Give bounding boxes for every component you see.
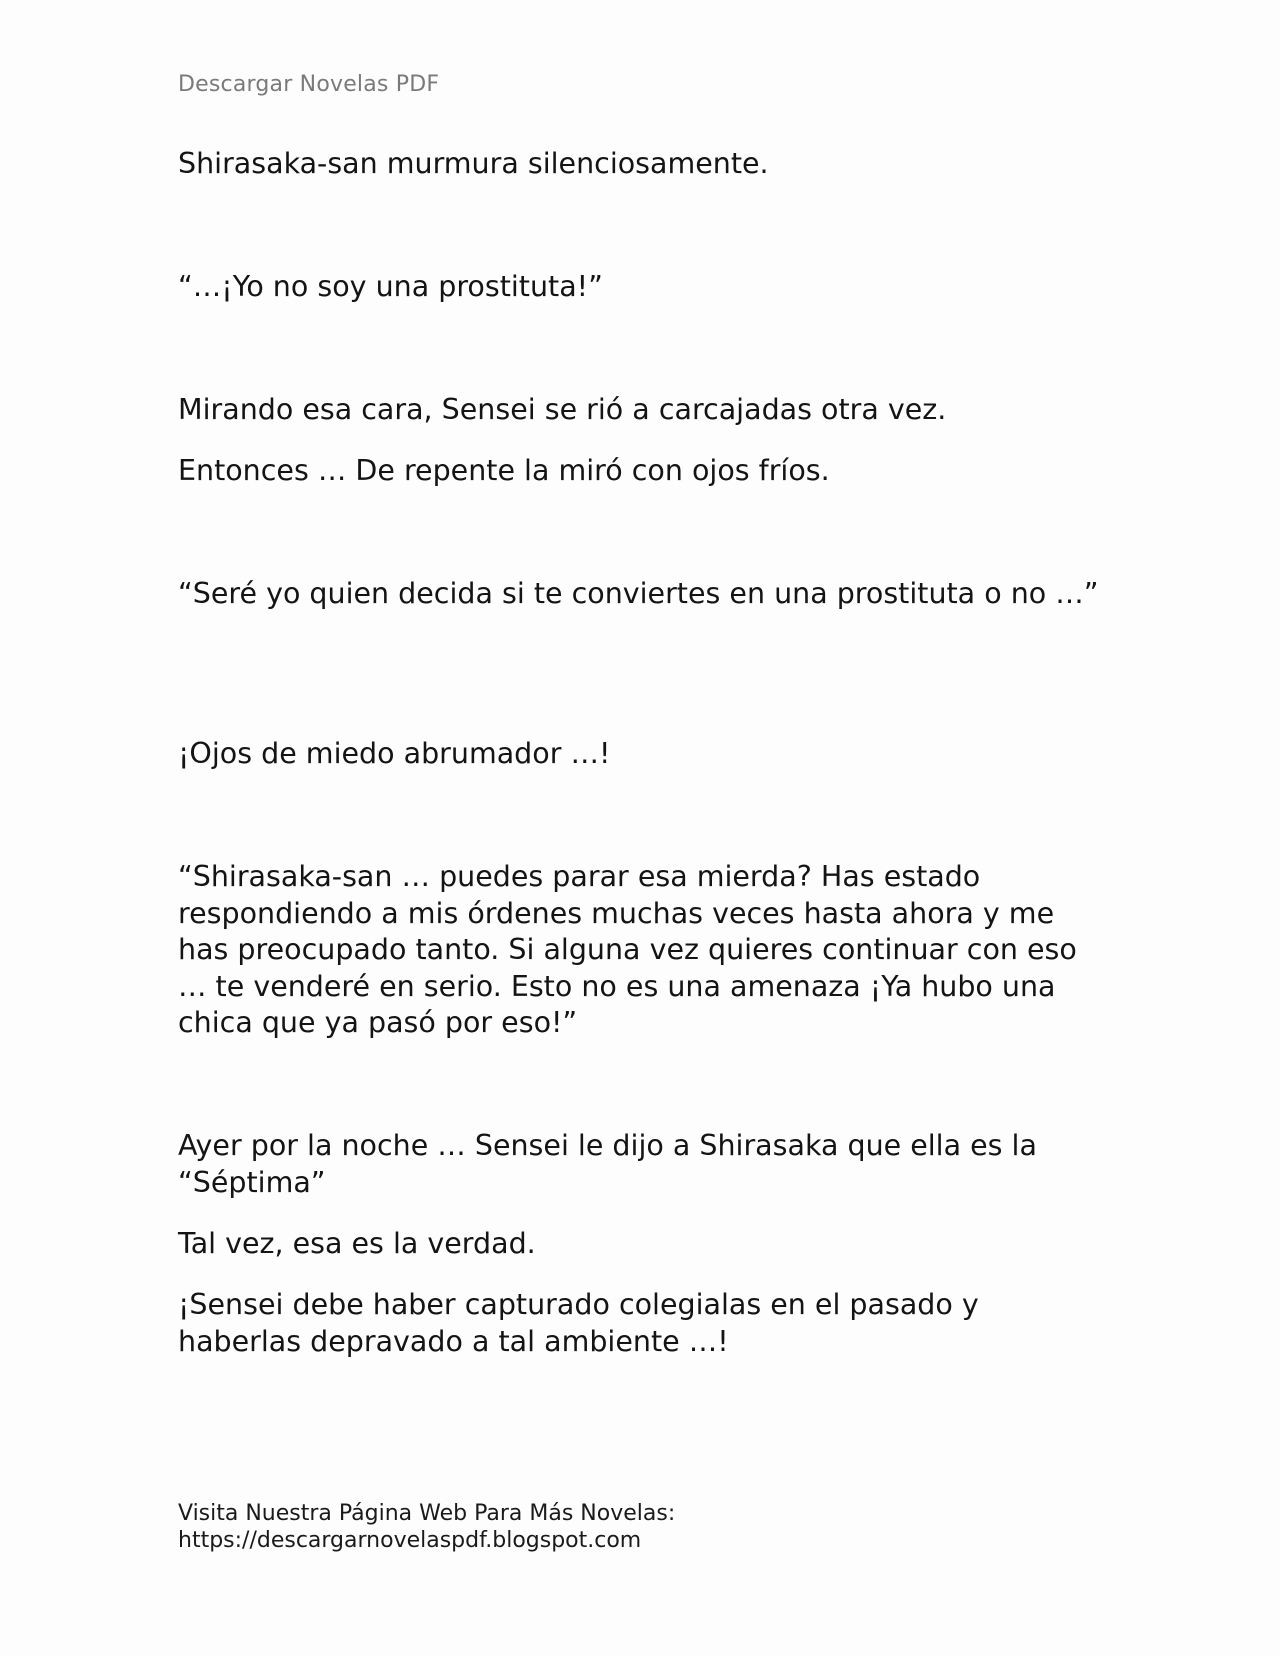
paragraph-2: “…¡Yo no soy una prostituta!” (178, 270, 603, 303)
paragraph-10: ¡Sensei debe haber capturado colegialas en el pasado y haberlas depravado a tal ambiente …! (178, 1288, 979, 1358)
paragraph-1: Shirasaka-san murmura silenciosamente. (178, 147, 769, 180)
footer-text: Visita Nuestra Página Web Para Más Novelas: (178, 1501, 676, 1526)
paragraph-4: Entonces … De repente la miró con ojos fríos. (178, 454, 830, 487)
page-footer (178, 1500, 675, 1554)
paragraph-9: Tal vez, esa es la verdad. (178, 1227, 536, 1260)
page-header: Descargar Novelas PDF (178, 72, 440, 97)
paragraph-6: ¡Ojos de miedo abrumador …! (178, 737, 611, 770)
paragraph-3: Mirando esa cara, Sensei se rió a carcajadas otra vez. (178, 393, 947, 426)
footer-link[interactable]: https://descargarnovelaspdf.blogspot.com (178, 1528, 642, 1553)
paragraph-5: “Seré yo quien decida si te conviertes en una prostituta o no …” (178, 577, 1099, 610)
paragraph-8: Ayer por la noche … Sensei le dijo a Shirasaka que ella es la “Séptima” (178, 1129, 1037, 1199)
paragraph-7: “Shirasaka-san … puedes parar esa mierda? Has estado respondiendo a mis órdenes muchas veces hasta ahora y me has preocupado tanto. Si alguna vez quieres continuar con eso … te venderé en serio. Esto no es una amenaza ¡Ya hubo una chica que ya pasó por eso!” (178, 860, 1077, 1039)
